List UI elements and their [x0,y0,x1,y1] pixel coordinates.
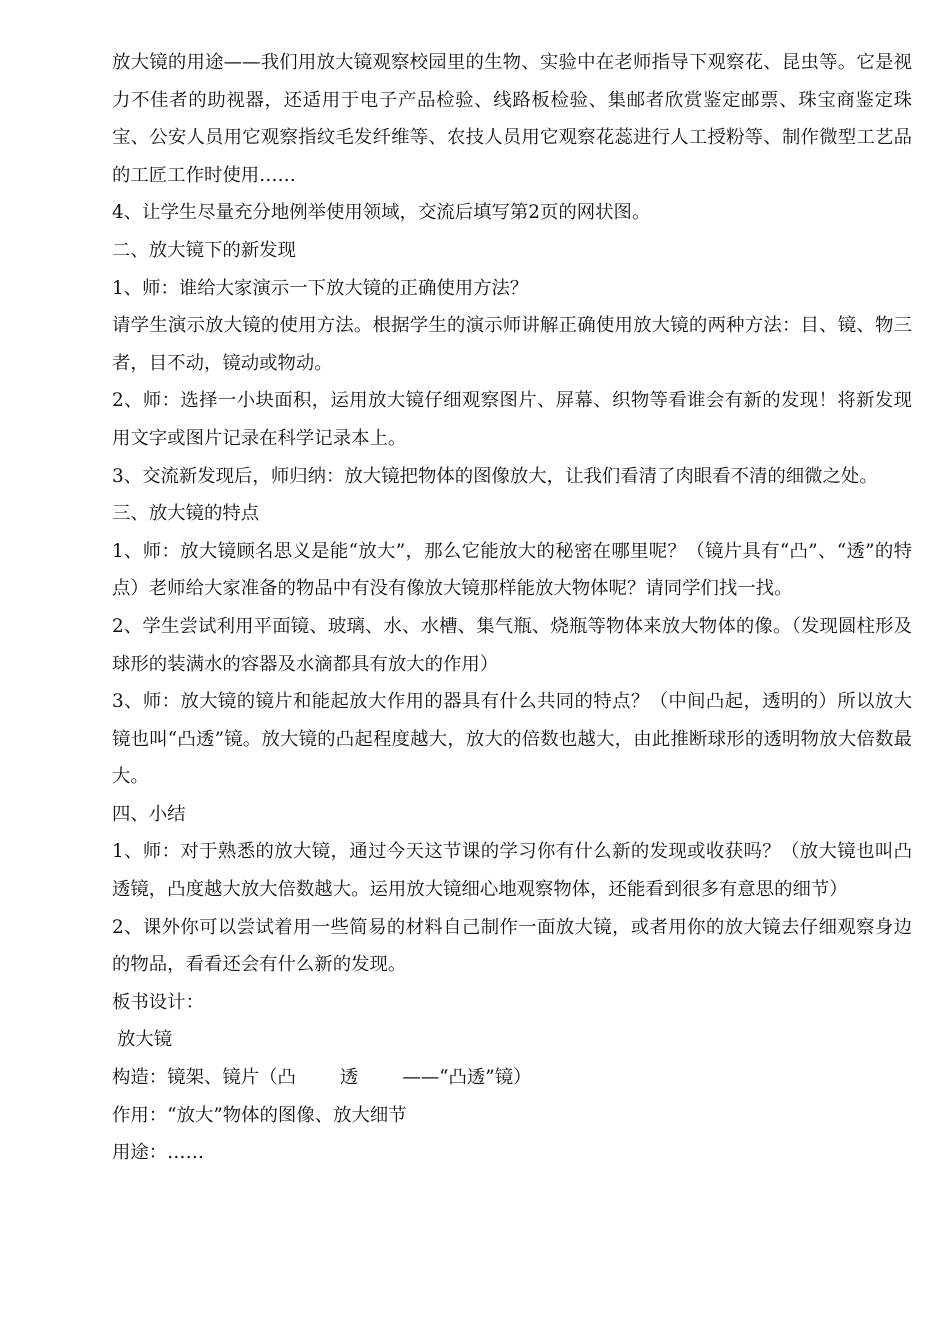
paragraph-usage: 放大镜的用途——我们用放大镜观察校园里的生物、实验中在老师指导下观察花、昆虫等。它是视力不佳者的助视器，还适用于电子产品检验、线路板检验、集邮者欣赏鉴定邮票、珠宝商鉴定珠宝、公安人员用它观察指纹毛发纤维等、农技人员用它观察花蕊进行人工授粉等、制作微型工艺品的工匠工作时使用…… [112,52,912,186]
board-structure-suffix: ——“凸透”镜） [402,1067,532,1089]
board-design-heading: 板书设计： [112,991,204,1013]
document-page [112,44,912,1172]
paragraph-summary-1: 1、师：对于熟悉的放大镜，通过今天这节课的学习你有什么新的发现或收获吗？（放大镜也叫凸透镜，凸度越大放大倍数越大。运用放大镜细心地观察物体，还能看到很多有意思的细节） [112,841,912,901]
paragraph-step-4: 4、让学生尽量充分地例举使用领域，交流后填写第2页的网状图。 [112,202,651,224]
section-heading-new-findings: 二、放大镜下的新发现 [112,239,296,261]
paragraph-observe-task: 2、师：选择一小块面积，运用放大镜仔细观察图片、屏幕、织物等看谁会有新的发现！将新发现用文字或图片记录在科学记录本上。 [112,390,912,449]
board-usage-line: 用途：…… [112,1142,204,1164]
paragraph-feature-question: 1、师：放大镜顾名思义是能“放大”，那么它能放大的秘密在哪里呢？（镜片具有“凸”、“透”的特点）老师给大家准备的物品中有没有像放大镜那样能放大物体呢？请同学们找一找。 [112,540,912,600]
paragraph-summary-findings: 3、交流新发现后，师归纳：放大镜把物体的图像放大，让我们看清了肉眼看不清的细微之处。 [112,465,878,487]
board-structure-mid: 透 [339,1067,359,1089]
section-heading-features: 三、放大镜的特点 [112,503,260,525]
board-structure-prefix: 构造：镜架、镜片（凸 [112,1067,296,1089]
section-heading-summary: 四、小结 [112,803,186,825]
paragraph-demo-method: 请学生演示放大镜的使用方法。根据学生的演示师讲解正确使用放大镜的两种方法：目、镜、物三者，目不动，镜动或物动。 [112,315,912,374]
board-structure-line [112,1059,912,1097]
paragraph-student-try: 2、学生尝试利用平面镜、玻璃、水、水槽、集气瓶、烧瓶等物体来放大物体的像。（发现圆柱形及球形的装满水的容器及水滴都具有放大的作用） [112,615,912,675]
paragraph-demo-question: 1、师：谁给大家演示一下放大镜的正确使用方法？ [112,277,529,299]
board-title: 放大镜 [117,1029,173,1051]
paragraph-common-feature: 3、师：放大镜的镜片和能起放大作用的器具有什么共同的特点？（中间凸起，透明的）所以放大镜也叫“凸透”镜。放大镜的凸起程度越大，放大的倍数也越大，由此推断球形的透明物放大倍数最大。 [112,691,912,788]
paragraph-summary-2: 2、课外你可以尝试着用一些简易的材料自己制作一面放大镜，或者用你的放大镜去仔细观察身边的物品，看看还会有什么新的发现。 [112,916,912,976]
board-function-line: 作用：“放大”物体的图像、放大细节 [112,1104,407,1126]
